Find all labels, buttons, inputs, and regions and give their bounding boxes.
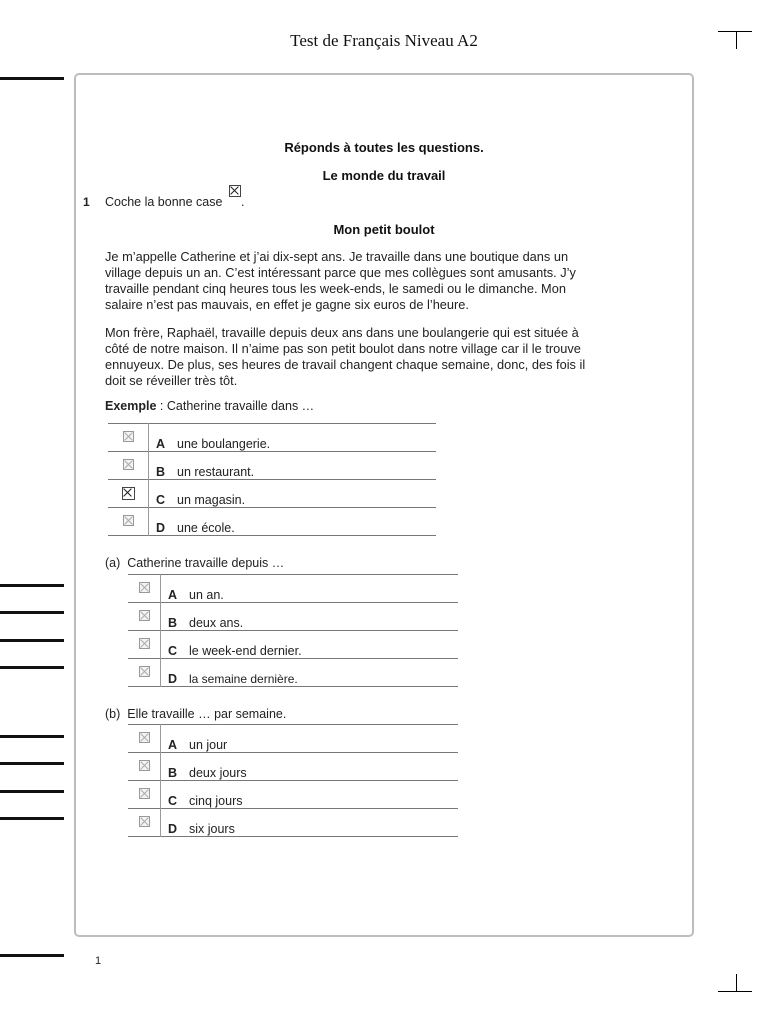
paragraph-1: Je m’appelle Catherine et j’ai dix-sept ans. Je travaille dans une boutique dans un village depuis un an. C’est intéressant parce que mes collègues sont amusants. J’y travaille pendant cinq heures tous les week-ends, le samedi ou le dimanche. Mon salaire n’est pas mauvais, en effet je gagne six euros de l’heure. xyxy=(105,249,576,312)
section-title: Le monde du travail xyxy=(322,168,446,183)
example-label: Exemple xyxy=(105,399,157,413)
option-text: un restaurant. xyxy=(177,465,255,479)
option-text: cinq jours xyxy=(189,794,243,808)
crop-mark-bottom-vertical xyxy=(736,974,737,992)
option-text: deux jours xyxy=(189,766,247,780)
option-text: six jours xyxy=(189,822,235,836)
example-stem xyxy=(105,399,314,413)
subquestion-label: (a) xyxy=(105,556,121,570)
subquestion-label: (b) xyxy=(105,707,121,721)
option-row[interactable] xyxy=(108,424,436,452)
option-text: un an. xyxy=(189,588,224,602)
option-row[interactable] xyxy=(128,603,458,631)
subquestion-a-stem xyxy=(105,556,284,570)
option-row[interactable] xyxy=(108,452,436,480)
example-stem-text: Catherine travaille dans … xyxy=(166,399,315,413)
option-text: un jour xyxy=(189,738,228,752)
option-letter: A xyxy=(156,437,166,451)
checkbox-icon[interactable] xyxy=(139,582,150,593)
option-text: deux ans. xyxy=(189,616,244,630)
instruction-end: . xyxy=(240,195,245,209)
crop-mark-top-horizontal xyxy=(718,31,752,32)
option-letter: B xyxy=(168,766,178,780)
option-letter: D xyxy=(168,672,178,686)
option-letter: C xyxy=(168,794,178,808)
option-letter: A xyxy=(168,588,178,602)
margin-bar xyxy=(0,584,64,587)
option-letter: C xyxy=(168,644,178,658)
option-row[interactable] xyxy=(108,508,436,536)
crop-mark-top-vertical xyxy=(736,31,737,49)
margin-bar xyxy=(0,77,64,80)
margin-bar xyxy=(0,817,64,820)
checkbox-icon[interactable] xyxy=(139,610,150,621)
question-instruction xyxy=(105,195,244,209)
page-number: 1 xyxy=(95,955,102,967)
option-row[interactable] xyxy=(128,725,458,753)
option-text: une école. xyxy=(177,521,235,535)
option-text: une boulangerie. xyxy=(177,437,271,451)
example-separator: : xyxy=(159,399,164,413)
checkbox-icon[interactable] xyxy=(123,515,134,526)
checkbox-icon[interactable] xyxy=(139,816,150,827)
paragraph-2: Mon frère, Raphaël, travaille depuis deux ans dans une boulangerie qui est située à côté de notre maison. Il n’aime pas son petit boulot dans notre village car il le trouve ennuyeux. De plus, ses heures de travail changent chaque semaine, donc, des fois il doit se réveiller très tôt. xyxy=(105,325,586,388)
instruction-text: Coche la bonne case xyxy=(105,195,223,209)
checked-box-icon[interactable] xyxy=(122,487,135,500)
margin-bar xyxy=(0,790,64,793)
option-row[interactable] xyxy=(128,659,458,687)
option-row[interactable] xyxy=(128,753,458,781)
option-text: le week-end dernier. xyxy=(189,644,302,658)
margin-bar xyxy=(0,611,64,614)
margin-bar xyxy=(0,954,64,957)
subquestion-stem: Elle travaille … par semaine. xyxy=(127,707,287,721)
margin-bar xyxy=(0,762,64,765)
checkbox-icon[interactable] xyxy=(139,760,150,771)
option-letter: D xyxy=(156,521,166,535)
option-row[interactable] xyxy=(128,631,458,659)
checkbox-icon[interactable] xyxy=(139,732,150,743)
subquestion-b-stem xyxy=(105,707,286,721)
option-row[interactable] xyxy=(128,809,458,837)
option-letter: D xyxy=(168,822,178,836)
checkbox-icon[interactable] xyxy=(139,638,150,649)
option-letter: A xyxy=(168,738,178,752)
option-row[interactable] xyxy=(128,575,458,603)
option-letter: C xyxy=(156,493,166,507)
crop-mark-bottom-horizontal xyxy=(718,991,752,992)
margin-bar xyxy=(0,735,64,738)
question-number: 1 xyxy=(83,195,90,209)
text-title: Mon petit boulot xyxy=(333,222,435,237)
option-row[interactable] xyxy=(108,480,436,508)
option-text: un magasin. xyxy=(177,493,246,507)
subquestion-b-options-table xyxy=(128,724,458,837)
option-letter: B xyxy=(168,616,178,630)
checkbox-icon[interactable] xyxy=(139,666,150,677)
option-row[interactable] xyxy=(128,781,458,809)
subquestion-stem: Catherine travaille depuis … xyxy=(127,556,285,570)
margin-bar xyxy=(0,639,64,642)
checkbox-icon[interactable] xyxy=(123,459,134,470)
checkbox-icon[interactable] xyxy=(123,431,134,442)
example-options-table xyxy=(108,423,436,536)
margin-bar xyxy=(0,666,64,669)
instructions-heading: Réponds à toutes les questions. xyxy=(284,140,484,155)
checked-box-icon xyxy=(229,185,241,197)
subquestion-a-options-table xyxy=(128,574,458,687)
checkbox-icon[interactable] xyxy=(139,788,150,799)
option-letter: B xyxy=(156,465,166,479)
page-header-title: Test de Français Niveau A2 xyxy=(290,31,478,50)
option-text: la semaine dernière. xyxy=(189,672,298,686)
